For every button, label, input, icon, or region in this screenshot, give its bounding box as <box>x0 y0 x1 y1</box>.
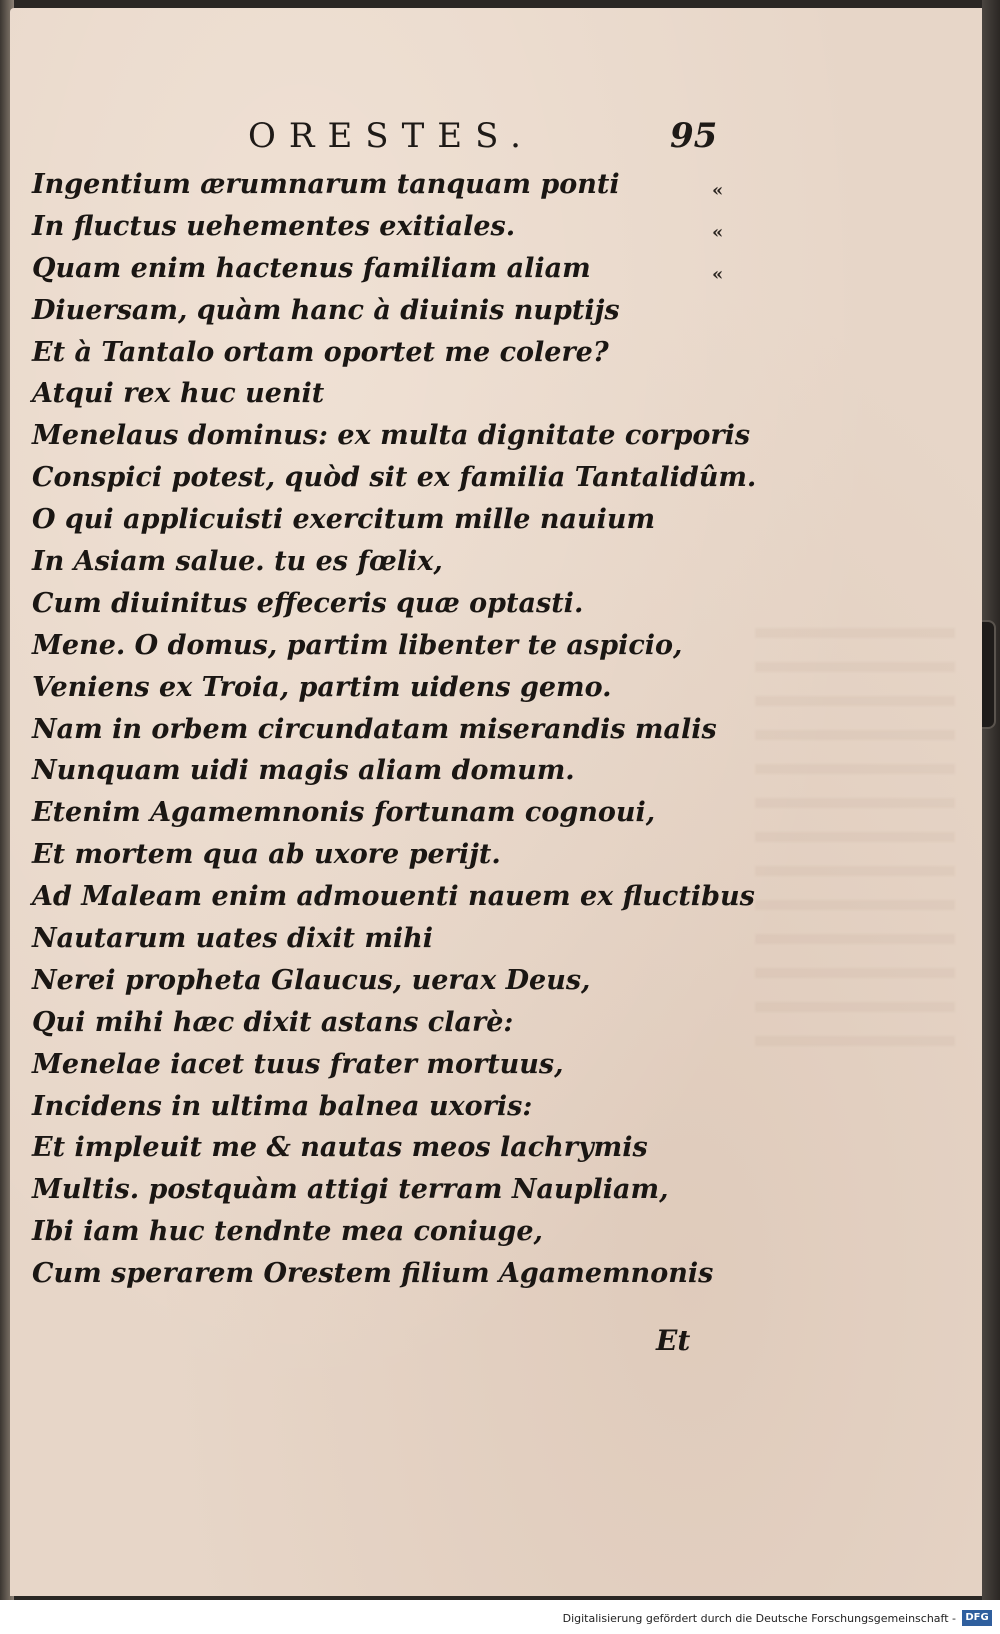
verse-line: Menelaus dominus: ex multa dignitate corporis <box>32 420 751 452</box>
verse-line: Multis. postquàm attigi terram Naupliam, <box>32 1174 669 1206</box>
running-head: ORESTES. <box>248 116 534 156</box>
verse-line: Ad Maleam enim admouenti nauem ex fluctibus <box>32 881 755 913</box>
dfg-logo-icon: DFG <box>962 1610 992 1626</box>
verse-line: Veniens ex Troia, partim uidens gemo. <box>32 671 612 703</box>
verse-line: Nerei propheta Glaucus, uerax Deus, <box>32 964 591 996</box>
verse-line: Ingentium ærumnarum tanquam ponti <box>32 169 620 200</box>
verse-line: In fluctus uehementes exitiales. <box>32 210 516 242</box>
verse-line: O qui applicuisti exercitum mille nauium <box>32 504 656 536</box>
verse-line: In Asiam salue. tu es fœlix, <box>32 546 443 578</box>
show-through-texture <box>755 628 955 1048</box>
book-fore-edge <box>982 0 1000 1600</box>
verse-line: Etenim Agamemnonis fortunam cognoui, <box>32 797 656 829</box>
margin-quote-marks <box>712 170 723 296</box>
verse-line: Nam in orbem circundatam miserandis malis <box>32 713 717 745</box>
verse-line: Diuersam, quàm hanc à diuinis nuptijs <box>32 294 620 326</box>
catchword: Et <box>656 1324 691 1357</box>
verse-line: Conspici potest, quòd sit ex familia Tantalidûm. <box>32 462 757 494</box>
verse-line: Et mortem qua ab uxore perijt. <box>32 839 501 871</box>
page-number: 95 <box>670 116 718 156</box>
verse-text <box>32 164 757 1295</box>
verse-line: Ibi iam huc tendnte mea coniuge, <box>32 1216 543 1248</box>
verse-line: Cum diuinitus effeceris quæ optasti. <box>32 587 584 619</box>
digitization-footer <box>0 1608 1000 1630</box>
verse-line: Quam enim hactenus familiam aliam <box>32 252 591 284</box>
verse-line: Menelae iacet tuus frater mortuus, <box>32 1048 564 1080</box>
verse-line: Qui mihi hæc dixit astans clarè: <box>32 1006 514 1038</box>
verse-line: Nautarum uates dixit mihi <box>32 923 434 955</box>
verse-line: Mene. O domus, partim libenter te aspicio, <box>32 629 683 661</box>
verse-line: Et à Tantalo ortam oportet me colere? <box>32 336 609 368</box>
margin-mark: « <box>712 264 724 285</box>
verse-line: Nunquam uidi magis aliam domum. <box>32 755 575 787</box>
verse-line: Atqui rex huc uenit <box>32 378 325 410</box>
margin-mark: « <box>712 222 724 243</box>
book-page <box>10 8 982 1596</box>
verse-line: Et impleuit me & nautas meos lachrymis <box>32 1132 648 1164</box>
funding-credit: Digitalisierung gefördert durch die Deutsche Forschungsgemeinschaft - <box>562 1612 956 1625</box>
verse-line: Cum sperarem Orestem filium Agamemnonis <box>32 1258 714 1290</box>
margin-mark: « <box>712 180 724 201</box>
verse-line: Incidens in ultima balnea uxoris: <box>32 1090 533 1122</box>
